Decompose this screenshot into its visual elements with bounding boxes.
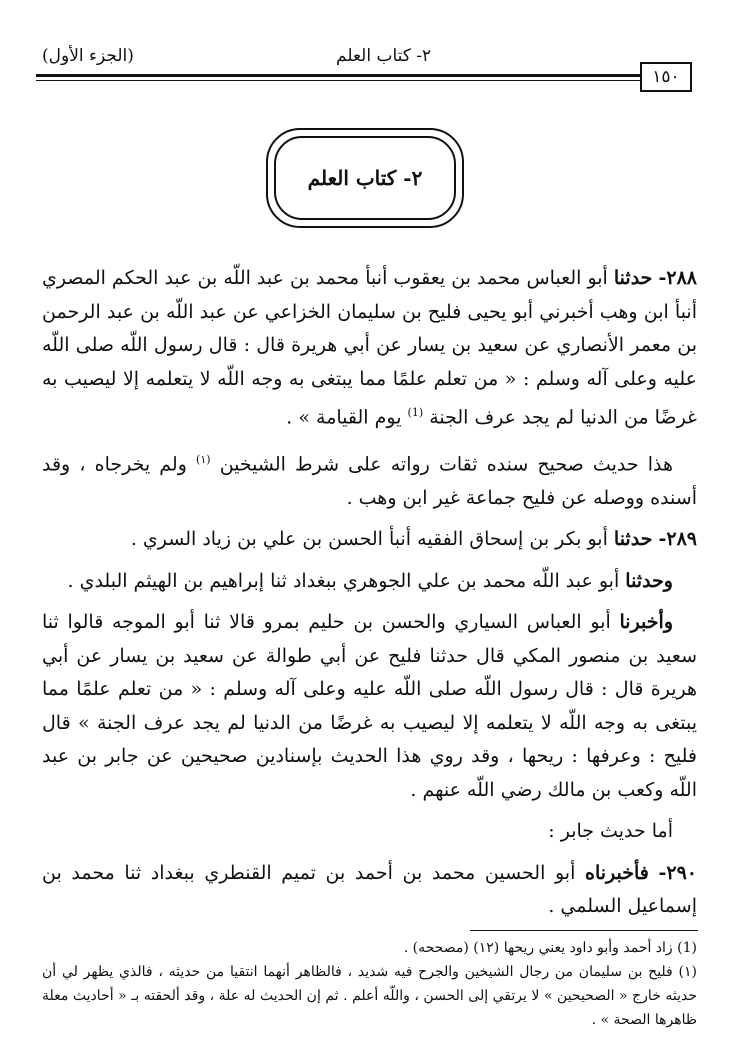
- header-rule: [36, 74, 640, 77]
- comment-ending: ولم يخرجاه ، وقد أسنده ووصله عن فليح جماعة غير ابن وهب .: [42, 453, 697, 509]
- hadith-text: أبو الحسين محمد بن أحمد بن تميم القنطري ببغداد ثنا محمد بن إسماعيل السلمي .: [42, 861, 697, 918]
- chain-lead: وحدثنا: [625, 569, 673, 592]
- hadith-ending: يوم القيامة » .: [286, 406, 402, 429]
- footnote: (١) فليح بن سليمان من رجال الشيخين والجرح فيه شديد ، فالظاهر أنهما انتقيا من حديثه ، فالذي يظهر لي أن حديثه خارج « الصحيحين » لا يرتقي إلى الحسن ، واللّه أعلم . ثم إن الحديث له علة ، وقد ألحقته بـ « أحاديث معلة ظاهرها الصحة » .: [42, 964, 697, 1028]
- hadith-288: [42, 262, 697, 435]
- hadith-number: ٢٨٨-: [658, 267, 697, 289]
- footnote: (1) زاد أحمد وأبو داود يعني ريحها (١٢) (مصححه) .: [403, 940, 697, 956]
- comment-text: هذا حديث صحيح سنده ثقات رواته على شرط الشيخين: [219, 453, 674, 476]
- hadith-lead: فأخبرناه: [585, 861, 649, 884]
- chain-text: أبو العباس السياري والحسن بن حليم بمرو قالا ثنا أبو الموجه قالوا ثنا سعيد بن منصور المكي قال حدثنا فليح عن أبي طوالة عن سعيد بن يسار عن أبي هريرة قال : قال رسول اللّه صلى اللّه عليه وعلى آله وسلم : « من تعلم علمًا مما يبتغى به وجه اللّه لا يتعلمه إلا ليصيب به غرضًا من الدنيا لم يجد عرف الجنة » قال فليح : وعرفها : ريحها ، وقد روي هذا الحديث بإسنادين صحيحين عن جابر بن عبد اللّه وكعب بن مالك رضي اللّه عنهم .: [42, 611, 697, 801]
- hadith-lead: حدثنا: [613, 267, 653, 289]
- hadith-comment: [42, 443, 697, 515]
- chain-lead: وأخبرنا: [619, 611, 673, 634]
- hadith-289: [42, 523, 697, 557]
- hadith-text: أبو بكر بن إسحاق الفقيه أنبأ الحسن بن علي بن زياد السري .: [130, 528, 608, 551]
- page-header: [36, 44, 692, 94]
- hadith-number: ٢٨٩-: [658, 528, 697, 551]
- hadith-290: [42, 857, 697, 924]
- hadith-lead: حدثنا: [613, 528, 653, 551]
- footnote-marker[interactable]: (١): [196, 452, 211, 466]
- hadith-number: ٢٩٠-: [658, 861, 698, 884]
- volume-label: (الجزء الأول): [42, 46, 134, 66]
- chain-paragraph: [42, 565, 697, 599]
- chapter-title: ٢- كتاب العلم: [274, 136, 456, 220]
- footnote-separator: [470, 930, 698, 931]
- footnote-marker[interactable]: (1): [407, 406, 424, 419]
- chain-paragraph: [42, 606, 697, 807]
- footnotes: [42, 936, 697, 1032]
- header-rule-thin: [36, 80, 640, 81]
- hadith-text: أبو العباس محمد بن يعقوب أنبأ محمد بن عبد اللّه بن عبد الحكم المصري أنبأ ابن وهب أخبرني أبو يحيى فليح بن سليمان الخزاعي عن عبد اللّه بن عبد الرحمن بن معمر الأنصاري عن سعيد بن يسار عن أبي هريرة قال : قال رسول اللّه صلى اللّه عليه وعلى آله وسلم : « من تعلم علمًا مما يبتغى به وجه اللّه لا يتعلمه إلا ليصيب به غرضًا من الدنيا لم يجد عرف الجنة: [42, 267, 698, 429]
- jabir-intro: أما حديث جابر :: [548, 820, 673, 843]
- chapter-title-frame: [266, 128, 464, 228]
- main-text: [42, 262, 697, 932]
- page-number: ١٥٠: [640, 62, 692, 92]
- chain-text: أبو عبد اللّه محمد بن علي الجوهري ببغداد ثنا إبراهيم بن الهيثم البلدي .: [67, 569, 620, 592]
- book-label: ٢- كتاب العلم: [336, 46, 432, 66]
